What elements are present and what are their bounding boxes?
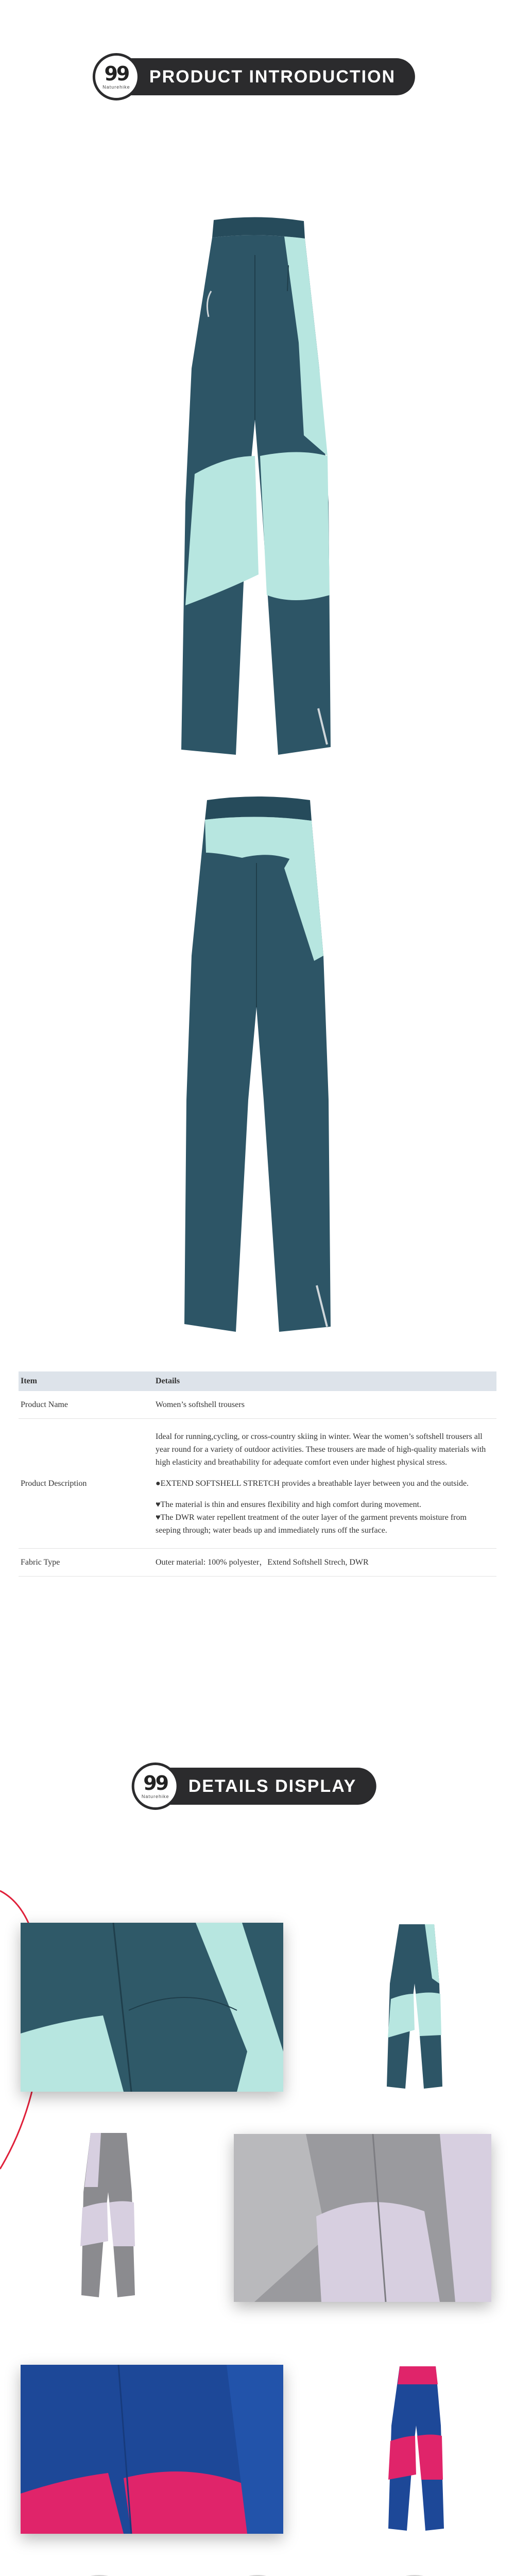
trousers-blue-thumbnail: [380, 2364, 452, 2534]
description-paragraph: ●EXTEND SOFTSHELL STRETCH provides a breathable layer between you and the outside.: [156, 1479, 469, 1488]
description-paragraph: Ideal for running,cycling, or cross-country skiing in winter. Wear the women’s softshell trousers all year round for a variety of outdoor activities. These trousers are made of high-quality materials with high elasticity and breathability for adequate comfort even under highest physical stress.: [156, 1432, 486, 1467]
details-display-header: [139, 1768, 376, 1805]
row-label: Product Name: [19, 1391, 156, 1419]
table-row: [19, 1391, 496, 1419]
trousers-grey-thumbnail: [72, 2130, 144, 2300]
section-title: DETAILS DISPLAY: [188, 1776, 357, 1796]
detail-closeup-grey: [234, 2134, 491, 2302]
row-value: [156, 1419, 496, 1549]
table-row: [19, 1419, 496, 1549]
spec-table-header: [19, 1371, 496, 1391]
row-label: Fabric Type: [19, 1549, 156, 1577]
row-label: Product Description: [19, 1419, 156, 1549]
trousers-front-image: [149, 214, 366, 775]
brand-logo: 99 Naturehike: [93, 53, 140, 100]
trousers-back-image: [149, 791, 366, 1347]
trousers-teal-thumbnail: [379, 1922, 451, 2092]
header-details: Details: [156, 1371, 496, 1391]
description-paragraph: ♥The material is thin and ensures flexibility and high comfort during movement.: [156, 1500, 422, 1509]
header-item: Item: [19, 1371, 156, 1391]
row-value: Women’s softshell trousers: [156, 1391, 496, 1419]
section-title: PRODUCT INTRODUCTION: [149, 66, 396, 87]
product-introduction-header: [100, 58, 415, 95]
row-value: Outer material: 100% polyester，Extend Softshell Strech, DWR: [156, 1549, 496, 1577]
description-paragraph: ♥The DWR water repellent treatment of the outer layer of the garment prevents moisture from seeping through; water beads up and immediately runs off the surface.: [156, 1513, 467, 1535]
detail-closeup-teal: [21, 1923, 283, 2092]
spec-table: [19, 1371, 496, 1577]
table-row: [19, 1549, 496, 1577]
brand-logo: 99 Naturehike: [132, 1762, 179, 1810]
detail-closeup-blue: [21, 2365, 283, 2534]
